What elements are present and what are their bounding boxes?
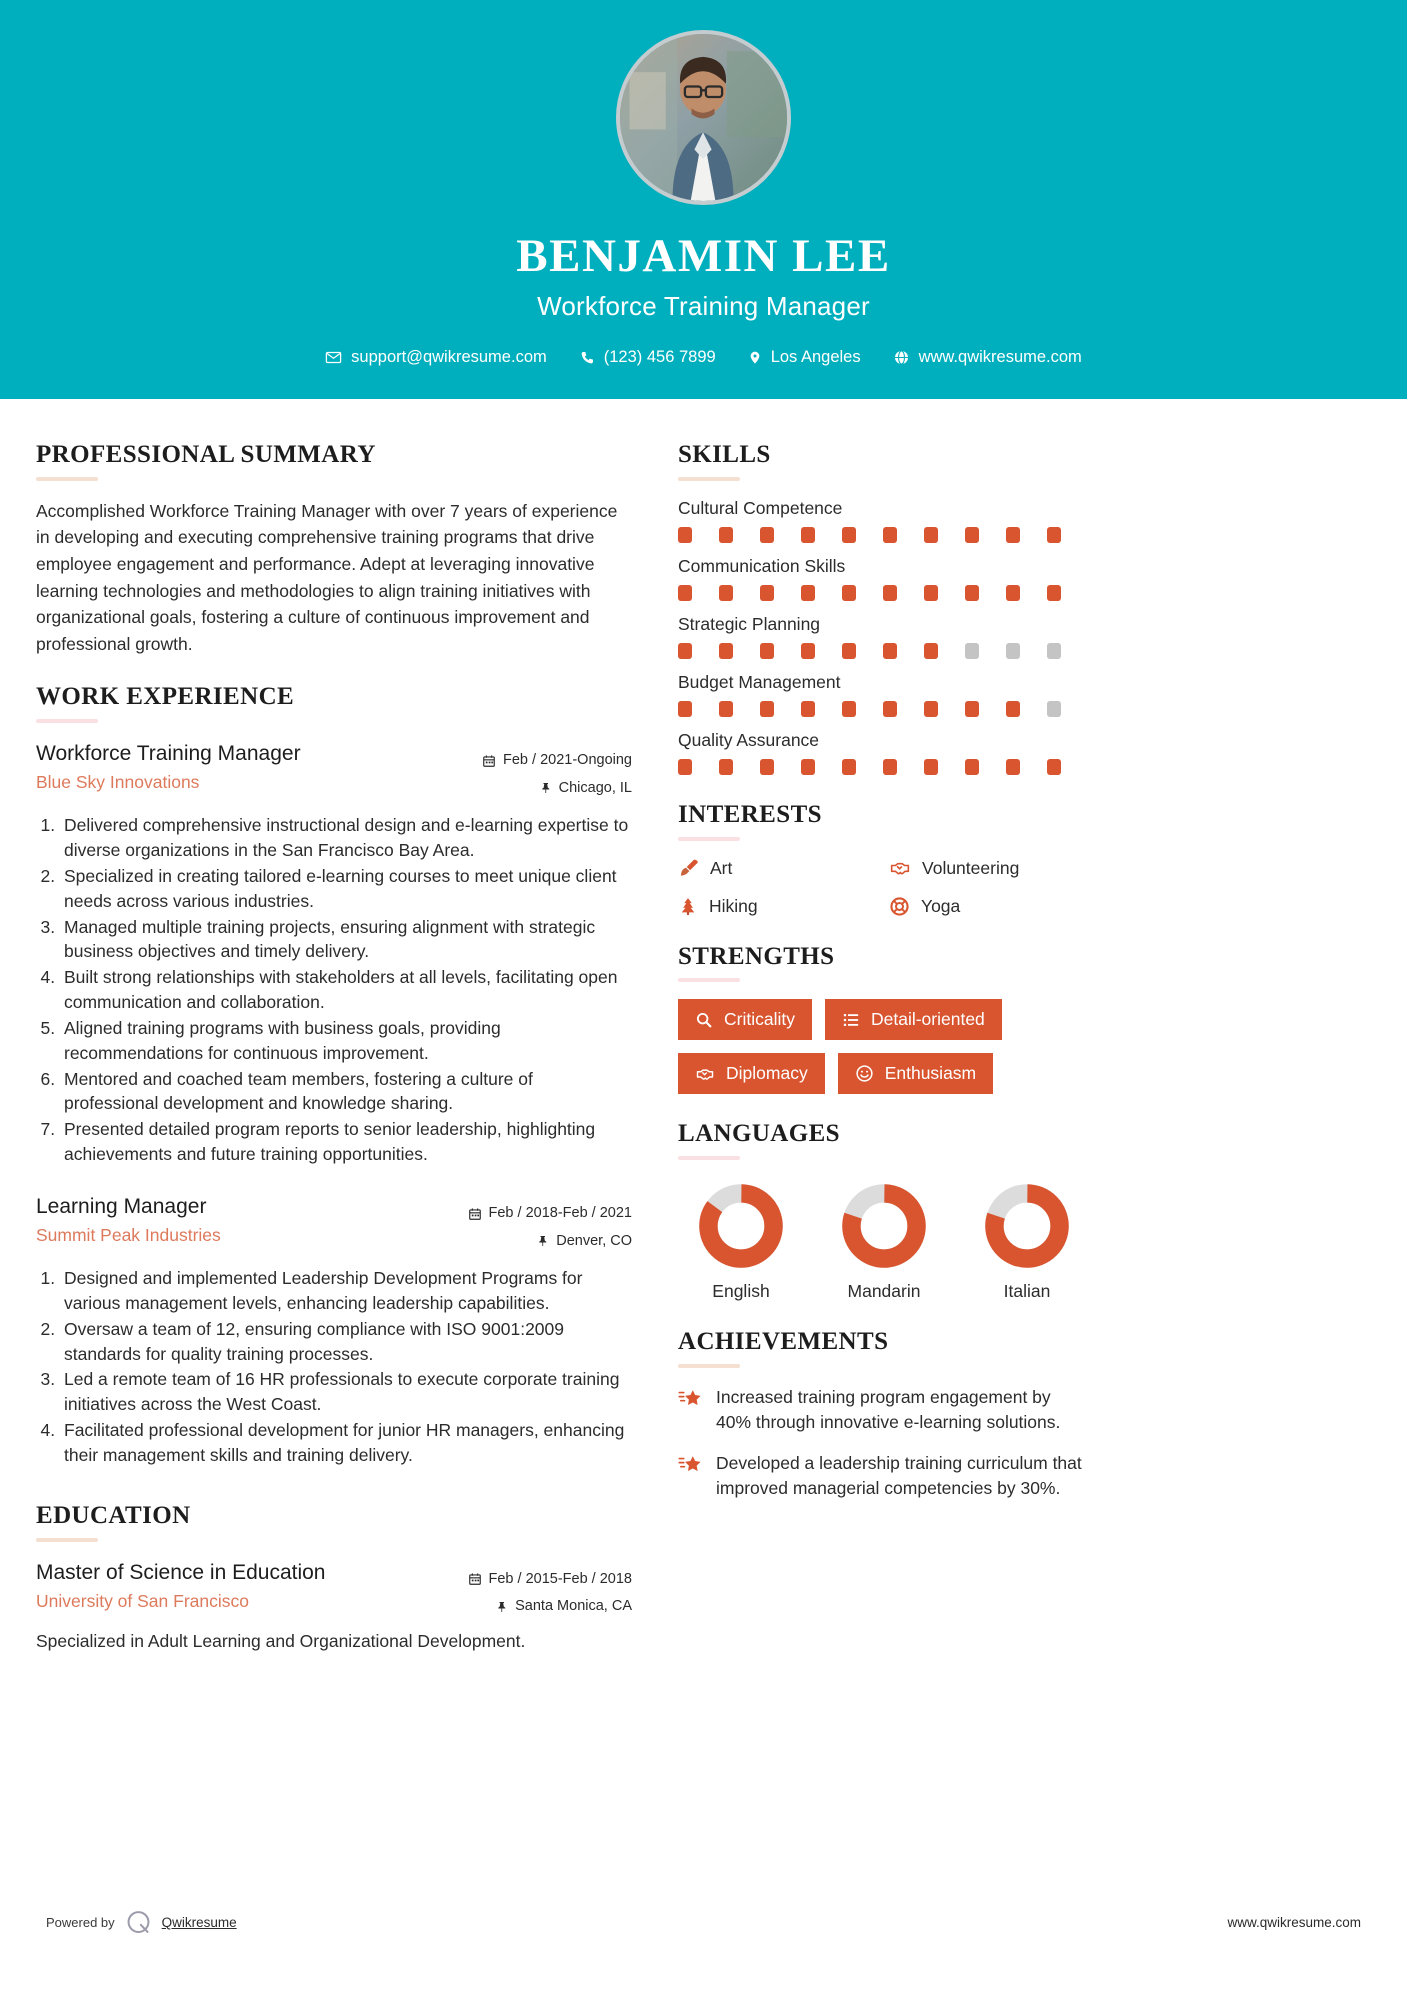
- smiley-icon: [855, 1064, 874, 1083]
- profile-photo-icon: [620, 34, 787, 201]
- skill-label: Strategic Planning: [678, 613, 821, 634]
- skill-dot: [801, 585, 815, 601]
- contact-location-text: Los Angeles: [770, 348, 861, 366]
- job-dates: [468, 1200, 633, 1228]
- achievement-text: Increased training program engagement by 40% through innovative e-learning solutions.: [716, 1386, 1061, 1432]
- job-title: Learning Manager: [36, 1194, 207, 1218]
- language-item: [972, 1183, 1082, 1302]
- skill-dot: [719, 527, 733, 543]
- section-professional-summary: [36, 441, 632, 657]
- interest-label: Hiking: [709, 895, 758, 916]
- phone-icon: [579, 350, 595, 366]
- contact-phone-text: (123) 456 7899: [603, 348, 716, 366]
- education-item: [36, 1559, 632, 1654]
- education-dates: [468, 1566, 633, 1594]
- skill-dot: [1047, 759, 1061, 775]
- skill-dot: [965, 759, 979, 775]
- job-bullet: 1. Designed and implemented Leadership Development Programs for various management levels, enhancing leadership capabilities.: [60, 1266, 632, 1316]
- job-dates: [482, 747, 632, 775]
- calendar-icon: [482, 754, 496, 768]
- degree-title: Master of Science in Education: [36, 1560, 326, 1584]
- language-donut-chart: [984, 1183, 1070, 1269]
- experience-item-titles: [36, 1193, 468, 1247]
- job-location-text: Denver, CO: [556, 1232, 632, 1249]
- language-donut-chart: [841, 1183, 927, 1269]
- powered-by-block: [46, 1909, 237, 1936]
- skill-dot: [965, 585, 979, 601]
- contact-website-text: www.qwikresume.com: [918, 348, 1082, 366]
- skill-rating: [678, 585, 1090, 601]
- left-column: [36, 441, 632, 1680]
- skill-dot: [1006, 643, 1020, 659]
- language-donut-chart: [698, 1183, 784, 1269]
- skill-dot: [719, 701, 733, 717]
- contact-location[interactable]: [732, 348, 877, 367]
- job-organization: Blue Sky Innovations: [36, 772, 200, 793]
- experience-heading: WORK EXPERIENCE: [36, 683, 295, 711]
- interests-heading: INTERESTS: [678, 800, 822, 828]
- skill-dot: [924, 585, 938, 601]
- strengths-list: [678, 999, 1090, 1094]
- skill-dot: [842, 527, 856, 543]
- skill-dot: [1006, 701, 1020, 717]
- skill-dot: [678, 701, 692, 717]
- handshake-icon: [695, 1065, 715, 1083]
- resume-header: [0, 0, 1407, 399]
- experience-item-header: [36, 740, 632, 802]
- skill-dot: [760, 527, 774, 543]
- experience-item-header: [36, 1193, 632, 1255]
- job-location: [468, 1228, 633, 1256]
- skill-dot: [924, 527, 938, 543]
- skill-dot: [678, 585, 692, 601]
- footer-url[interactable]: www.qwikresume.com: [1227, 1915, 1361, 1930]
- interest-item: [889, 896, 1090, 917]
- interest-item: [889, 858, 1090, 879]
- strengths-heading: STRENGTHS: [678, 942, 835, 970]
- language-label: Mandarin: [847, 1281, 921, 1301]
- language-item: [686, 1183, 796, 1302]
- skill-dot: [924, 759, 938, 775]
- education-location-text: Santa Monica, CA: [515, 1598, 632, 1615]
- job-bullets: [36, 1266, 632, 1468]
- contact-website[interactable]: [877, 348, 1098, 367]
- candidate-name: BENJAMIN LEE: [516, 230, 891, 282]
- education-item-titles: [36, 1559, 468, 1613]
- education-heading: EDUCATION: [36, 1501, 191, 1529]
- strength-chip-detail-oriented[interactable]: [825, 999, 1002, 1040]
- skill-dot: [924, 643, 938, 659]
- skill-dot: [965, 701, 979, 717]
- skill-label: Budget Management: [678, 671, 841, 692]
- lifebuoy-icon: [889, 896, 910, 917]
- education-rule: [36, 1538, 98, 1542]
- interest-label: Art: [710, 857, 733, 878]
- contact-email-text: support@qwikresume.com: [351, 348, 547, 366]
- skill-dot: [1006, 527, 1020, 543]
- skill-dot: [801, 643, 815, 659]
- skill-item: [678, 556, 1090, 601]
- pushpin-icon: [537, 1234, 549, 1248]
- skill-dot: [842, 643, 856, 659]
- experience-item: [36, 1193, 632, 1468]
- qwikresume-brand-link[interactable]: Qwikresume: [161, 1915, 237, 1930]
- experience-item-titles: [36, 740, 482, 794]
- contact-phone[interactable]: [563, 348, 732, 367]
- skill-dot: [678, 759, 692, 775]
- section-interests: [678, 801, 1090, 917]
- resume-body: [0, 399, 1407, 1680]
- skill-item: [678, 672, 1090, 717]
- strength-label: Enthusiasm: [884, 1063, 977, 1084]
- qwikresume-q-logo: [125, 1909, 152, 1936]
- job-bullet: 4. Facilitated professional development for junior HR managers, enhancing their management skills and training delivery.: [60, 1418, 632, 1468]
- qwikresume-q-logo-icon: [125, 1909, 152, 1936]
- interest-item: [678, 858, 879, 879]
- section-languages: [678, 1120, 1090, 1302]
- strength-label: Diplomacy: [726, 1063, 808, 1084]
- profile-photo: [616, 30, 791, 205]
- interest-label: Volunteering: [922, 857, 1020, 878]
- achievement-item: [678, 1451, 1090, 1501]
- skill-dot: [801, 527, 815, 543]
- experience-rule: [36, 719, 98, 723]
- location-pin-icon: [748, 349, 762, 366]
- job-bullet: 1. Delivered comprehensive instructional design and e-learning expertise to diverse organizations in the San Francisco Bay Area.: [60, 813, 632, 863]
- skill-dot: [965, 527, 979, 543]
- skill-item: [678, 614, 1090, 659]
- interest-item: [678, 896, 879, 917]
- language-label: English: [712, 1281, 770, 1301]
- skill-rating: [678, 643, 1090, 659]
- job-location: [482, 775, 632, 803]
- strength-chip-enthusiasm[interactable]: [838, 1053, 993, 1094]
- skill-dot: [1047, 585, 1061, 601]
- skill-label: Cultural Competence: [678, 497, 843, 518]
- skill-dot: [883, 759, 897, 775]
- job-bullet: 3. Led a remote team of 16 HR professionals to execute corporate training initiatives across the West Coast.: [60, 1367, 632, 1417]
- handshake-icon: [889, 858, 911, 878]
- strength-label: Detail-oriented: [870, 1009, 985, 1030]
- interest-label: Yoga: [921, 895, 961, 916]
- languages-heading: LANGUAGES: [678, 1120, 840, 1148]
- shooting-star-icon: [678, 1388, 703, 1410]
- job-bullets: [36, 813, 632, 1167]
- calendar-icon: [468, 1207, 482, 1221]
- skill-dot: [965, 643, 979, 659]
- skill-dot: [1006, 759, 1020, 775]
- education-dates-text: Feb / 2015-Feb / 2018: [488, 1570, 632, 1587]
- skill-label: Quality Assurance: [678, 729, 820, 750]
- job-dates-text: Feb / 2021-Ongoing: [503, 752, 632, 769]
- skill-dot: [719, 585, 733, 601]
- strengths-rule: [678, 978, 740, 982]
- job-location-text: Chicago, IL: [558, 779, 632, 796]
- skill-dot: [801, 701, 815, 717]
- job-bullet: 2. Oversaw a team of 12, ensuring compliance with ISO 9001:2009 standards for quality training processes.: [60, 1317, 632, 1367]
- section-skills: [678, 441, 1090, 775]
- job-meta: [482, 740, 632, 802]
- right-column: [678, 441, 1090, 1680]
- job-bullet: 4. Built strong relationships with stakeholders at all levels, facilitating open communication and collaboration.: [60, 965, 632, 1015]
- tree-icon: [678, 896, 698, 917]
- list-icon: [842, 1011, 860, 1029]
- language-label: Italian: [1003, 1281, 1051, 1301]
- education-location: [468, 1593, 633, 1621]
- skill-dot: [760, 759, 774, 775]
- calendar-icon: [468, 1572, 482, 1586]
- skill-dot: [883, 701, 897, 717]
- skill-dot: [883, 643, 897, 659]
- shooting-star-icon: [678, 1454, 703, 1476]
- skill-dot: [924, 701, 938, 717]
- summary-heading: PROFESSIONAL SUMMARY: [36, 441, 376, 468]
- skill-rating: [678, 759, 1090, 775]
- skills-heading: SKILLS: [678, 441, 771, 468]
- job-bullet: 7. Presented detailed program reports to senior leadership, highlighting achievements and future training opportunities.: [60, 1117, 632, 1167]
- search-icon: [695, 1011, 713, 1029]
- pushpin-icon: [540, 781, 552, 795]
- section-work-experience: [36, 683, 632, 1468]
- job-dates-text: Feb / 2018-Feb / 2021: [488, 1204, 632, 1221]
- achievements-heading: ACHIEVEMENTS: [678, 1328, 889, 1355]
- strength-label: Criticality: [724, 1009, 795, 1030]
- shooting-star-icon-wrap: [678, 1451, 703, 1501]
- skill-dot: [883, 527, 897, 543]
- skill-dot: [678, 643, 692, 659]
- interests-grid: [678, 858, 1090, 917]
- skill-dot: [678, 527, 692, 543]
- candidate-role: Workforce Training Manager: [537, 291, 870, 321]
- contact-email[interactable]: [309, 348, 563, 367]
- skill-dot: [719, 643, 733, 659]
- achievements-rule: [678, 1364, 740, 1368]
- job-title: Workforce Training Manager: [36, 742, 301, 766]
- skill-dot: [883, 585, 897, 601]
- skill-dot: [842, 701, 856, 717]
- skill-item: [678, 730, 1090, 775]
- school-name: University of San Francisco: [36, 1590, 249, 1611]
- skills-rule: [678, 477, 740, 481]
- section-achievements: [678, 1328, 1090, 1501]
- skill-rating: [678, 701, 1090, 717]
- education-item-header: [36, 1559, 632, 1621]
- summary-text: Accomplished Workforce Training Manager with over 7 years of experience in developing and executing comprehensive training programs that drive employee engagement and performance. Adept at leveraging innovative learning technologies and methodologies to align training initiatives with organizational goals, fostering a culture of continuous improvement and professional growth.: [36, 500, 618, 654]
- summary-rule: [36, 477, 98, 481]
- section-strengths: [678, 943, 1090, 1095]
- job-bullet: 5. Aligned training programs with business goals, providing recommendations for continuous improvement.: [60, 1016, 632, 1066]
- interests-rule: [678, 837, 740, 841]
- skill-dot: [1047, 527, 1061, 543]
- skill-dot: [1047, 643, 1061, 659]
- skill-dot: [719, 759, 733, 775]
- skill-rating: [678, 527, 1090, 543]
- experience-item: [36, 740, 632, 1167]
- email-icon: [325, 349, 342, 366]
- skill-dot: [1047, 701, 1061, 717]
- skill-dot: [801, 759, 815, 775]
- languages-list: [678, 1177, 1090, 1302]
- contact-row: [309, 348, 1098, 367]
- strength-chip-diplomacy[interactable]: [678, 1053, 825, 1094]
- pushpin-icon: [496, 1600, 508, 1614]
- skill-dot: [760, 701, 774, 717]
- achievement-item: [678, 1385, 1090, 1435]
- section-education: [36, 1502, 632, 1654]
- achievement-text: Developed a leadership training curriculum that improved managerial competencies by 30%.: [716, 1453, 1082, 1499]
- shooting-star-icon-wrap: [678, 1385, 703, 1435]
- skill-item: [678, 498, 1090, 543]
- paintbrush-icon: [678, 858, 699, 879]
- page-footer: [0, 1909, 1407, 1936]
- powered-by-label: Powered by: [46, 1915, 115, 1930]
- job-bullet: 3. Managed multiple training projects, ensuring alignment with strategic business objectives and timely delivery.: [60, 915, 632, 965]
- job-bullet: 6. Mentored and coached team members, fostering a culture of professional development and knowledge sharing.: [60, 1067, 632, 1117]
- education-meta: [468, 1559, 633, 1621]
- education-note: Specialized in Adult Learning and Organizational Development.: [36, 1630, 526, 1651]
- language-item: [829, 1183, 939, 1302]
- globe-icon: [893, 349, 910, 366]
- job-organization: Summit Peak Industries: [36, 1225, 221, 1246]
- languages-rule: [678, 1156, 740, 1160]
- skill-dot: [842, 585, 856, 601]
- skill-dot: [760, 585, 774, 601]
- job-meta: [468, 1193, 633, 1255]
- skill-dot: [760, 643, 774, 659]
- skill-label: Communication Skills: [678, 555, 846, 576]
- strength-chip-criticality[interactable]: [678, 999, 812, 1040]
- job-bullet: 2. Specialized in creating tailored e-learning courses to meet unique client needs across various industries.: [60, 864, 632, 914]
- skill-dot: [842, 759, 856, 775]
- skill-dot: [1006, 585, 1020, 601]
